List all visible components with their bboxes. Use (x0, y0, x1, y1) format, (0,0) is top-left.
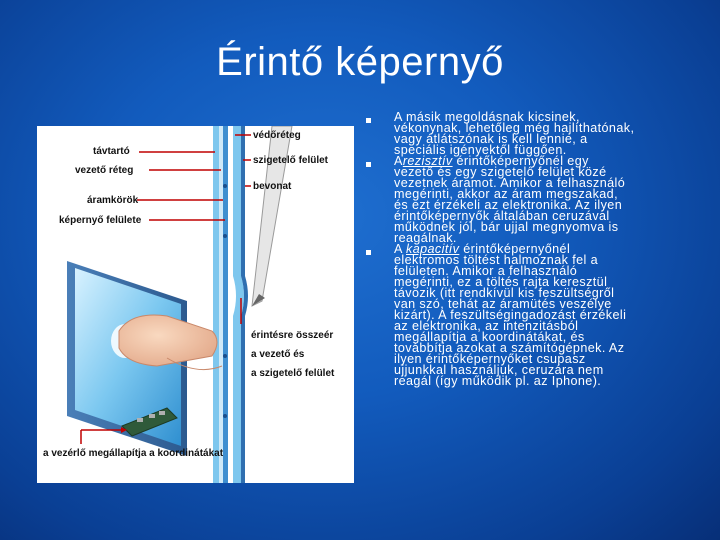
stylus-graphic (252, 126, 292, 306)
bullet-item: A másik megoldásnak kicsinek, vékonynak, lehetőleg még hajlíthatónak, vagy átlátszónak is kell lennie, a speciális igényektől függően. (364, 112, 704, 156)
label-vezerlo: a vezérlő megállapítja a koordinátákat (43, 448, 224, 459)
touchscreen-diagram-svg (37, 126, 354, 483)
bullet-item: Arezisztív érintőképernyőnél egy vezető és egy szigetelő felület közé vezetnek áramot. Amikor a felhasználó megérinti, akkor az áram megszakad, és ezt érzékeli az elektronika. Az ilyen érintőképernyők általában ceruzával működnek jól, bár ujjal megnyomva is reagálnak. (364, 156, 704, 244)
bullet-square-icon (366, 162, 371, 167)
layer-cross-section (213, 126, 248, 483)
label-vezeto-reteg: vezető réteg (75, 165, 134, 176)
label-aramkorok: áramkörök (87, 195, 139, 206)
bullet-square-icon (366, 118, 371, 123)
term-rezisztiv: rezisztív (402, 154, 453, 168)
layer-conductive (223, 126, 228, 483)
layer-gap (219, 126, 223, 483)
label-tavtarto: távtartó (93, 146, 130, 157)
label-erintes-line2: a vezető és (251, 349, 305, 360)
label-erintes-line1: érintésre összeér (251, 330, 334, 341)
label-erintes-line3: a szigetelő felület (251, 368, 335, 379)
label-kepernyo-felulete: képernyő felülete (59, 215, 142, 226)
term-kapacitiv: kapacitív (406, 242, 460, 256)
label-vedoreteg: védőréteg (253, 130, 301, 141)
bullet-item: A kapacitív érintőképernyőnél elektromos töltést halmoznak fel a felületen. Amikor a felhasználó megérinti, ez a töltés rajta keresztül távozik (itt rendkívül kis feszültségről van szó, tehát az áramütés veszélye kizárt). A feszültségingadozást érzékeli az elektronika, az intenzitásból megállapítja a koordinátákat, és továbbítja azokat a számítógépnek. Az ilyen érintőképernyőket csupasz ujjunkkal használjuk, ceruzára nem reagál (így működik pl. az Iphone). (364, 244, 704, 387)
bullet-square-icon (366, 250, 371, 255)
slide-title: Érintő képernyő (216, 40, 504, 84)
label-szigetelo-felulet: szigetelő felület (253, 155, 329, 166)
layer-outer (213, 126, 219, 483)
bullet-list (364, 112, 704, 387)
hand-graphic (119, 315, 222, 370)
touchscreen-diagram (37, 126, 354, 483)
label-bevonat: bevonat (253, 181, 292, 192)
